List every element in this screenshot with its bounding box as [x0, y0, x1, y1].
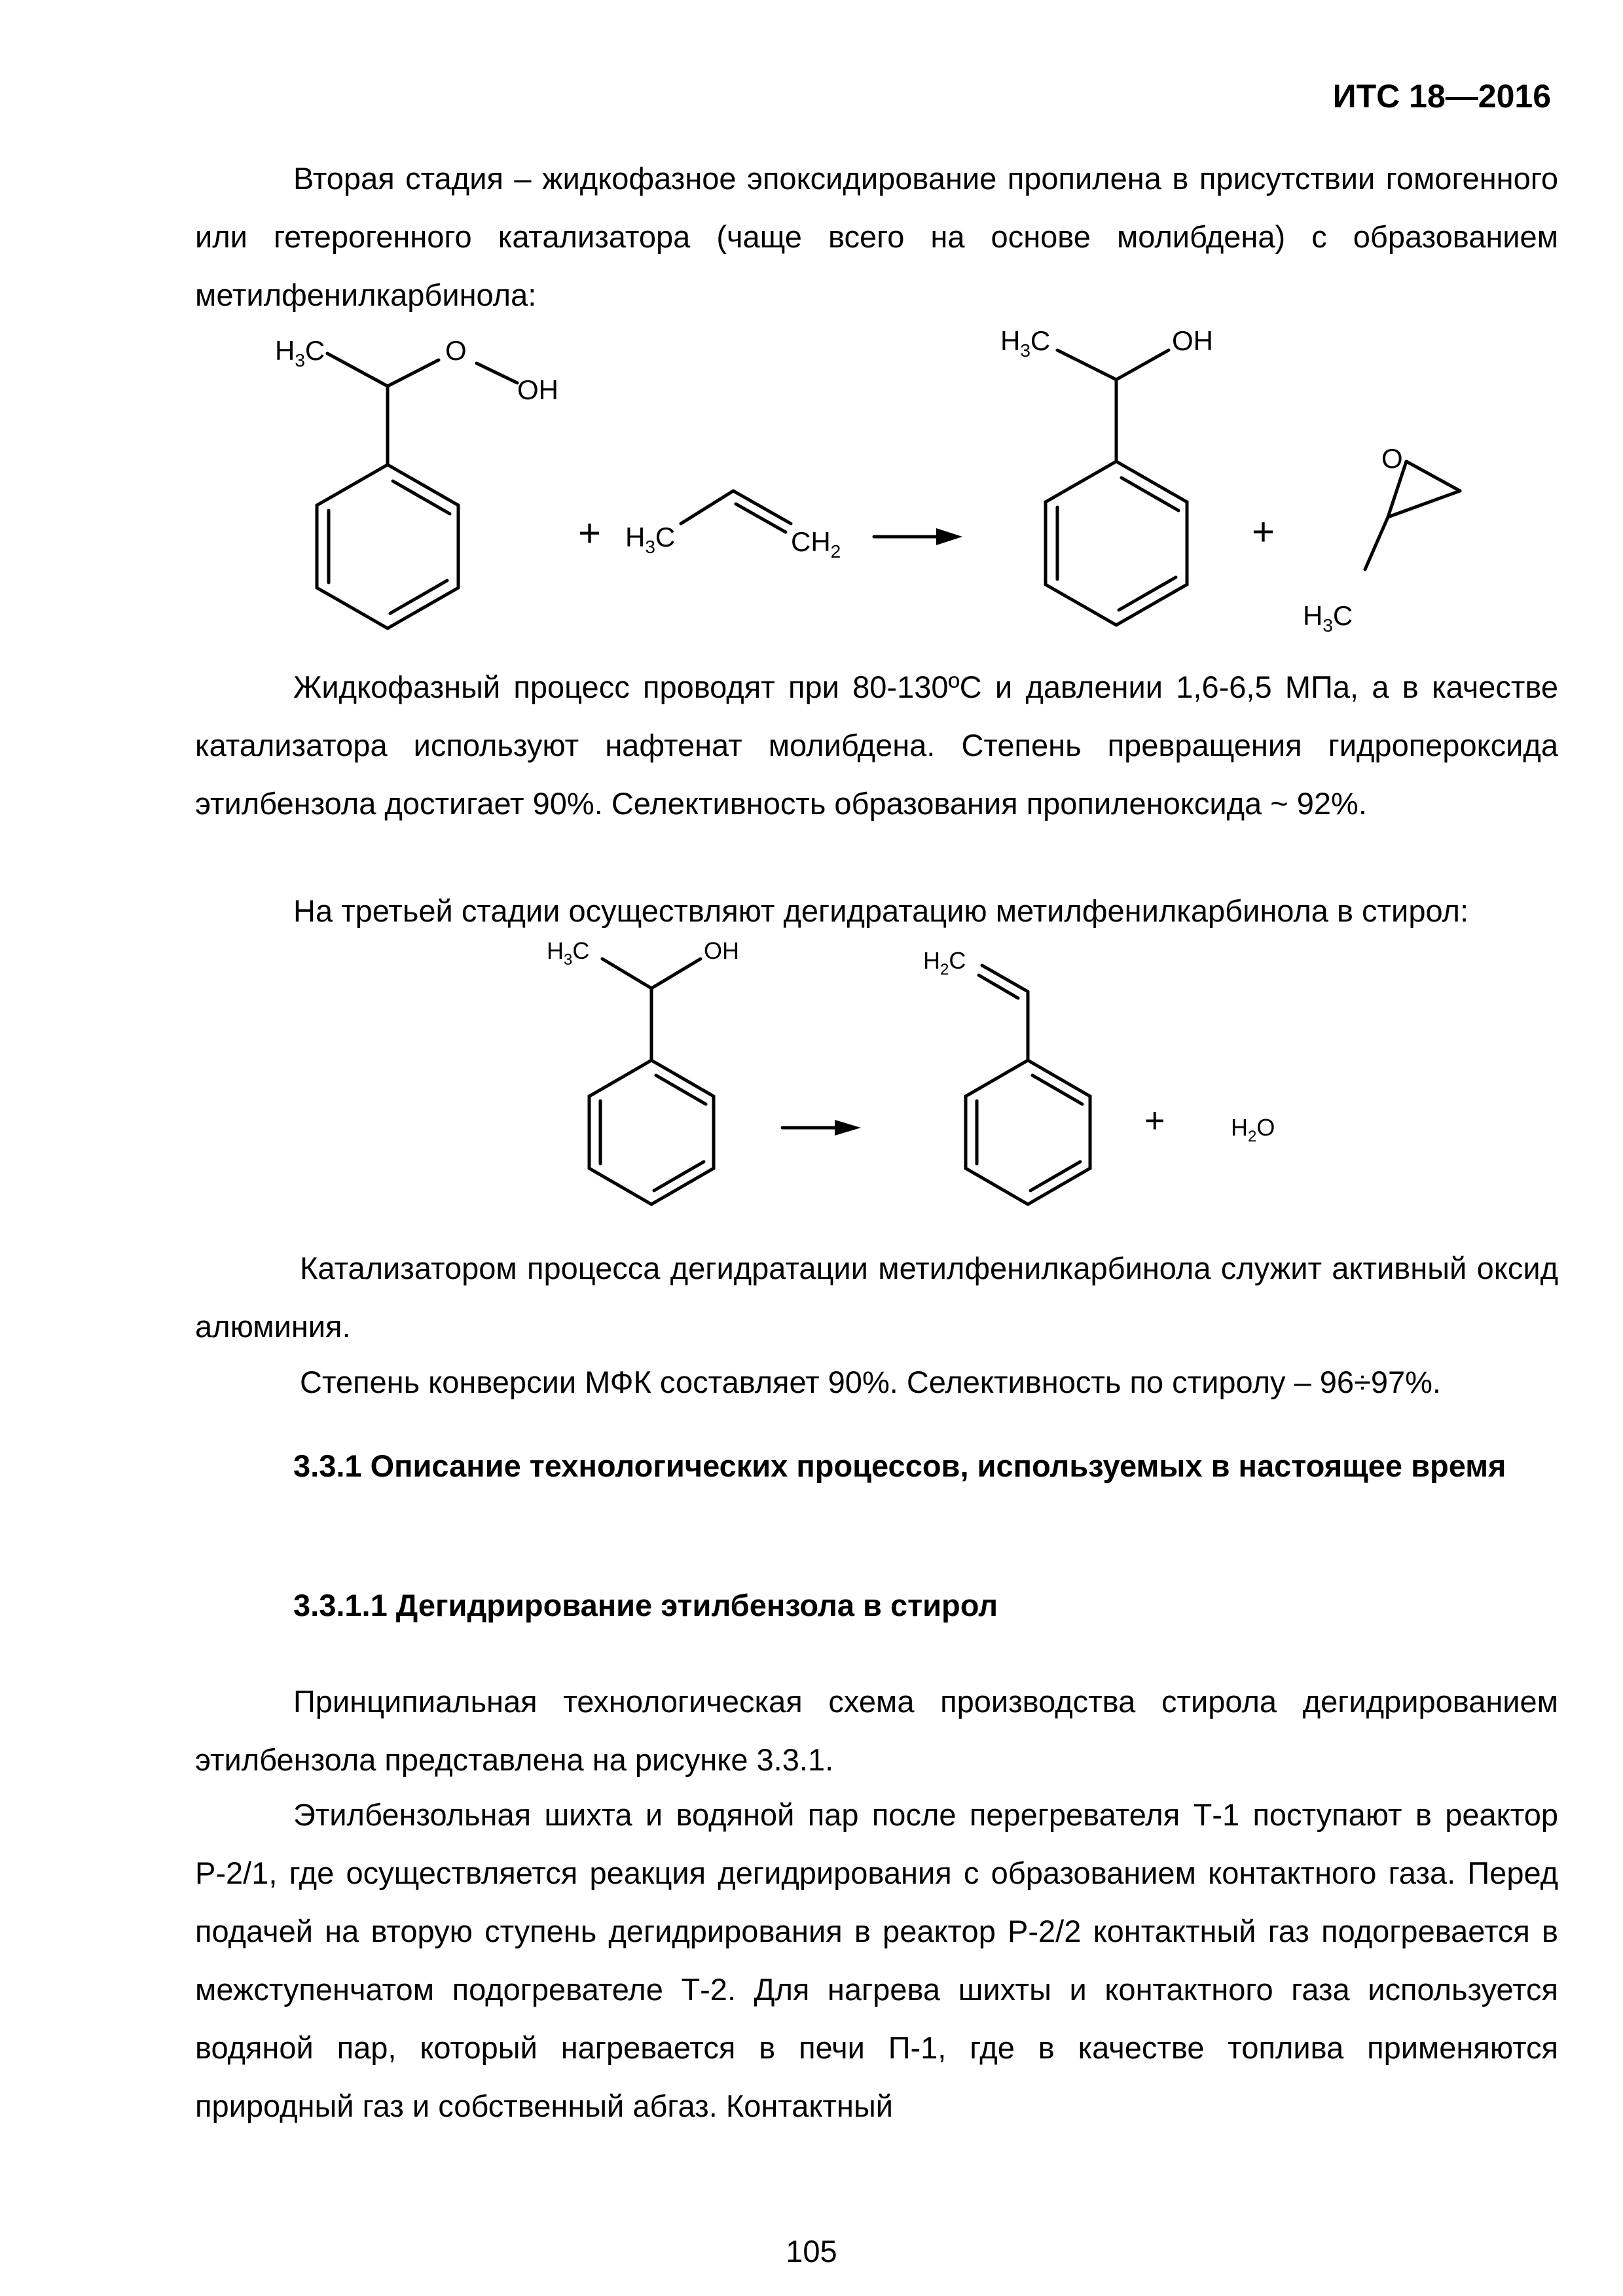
plus-sign-2: +: [1252, 510, 1275, 554]
paragraph-third-stage: На третьей стадии осуществляют дегидратацию метилфенилкарбинола в стирол:: [293, 893, 1469, 928]
styrene-molecule: [923, 947, 1090, 1204]
plus-sign-1: +: [578, 511, 602, 555]
plus-sign-3: +: [1144, 1101, 1165, 1140]
methylene-label: $CH_2$: [791, 526, 841, 562]
methyl-label: $H_3C$: [547, 937, 590, 969]
hydroperoxide-molecule: [275, 335, 558, 628]
section-heading-3-3-1: 3.3.1 Описание технологических процессов, используемых в настоящее время: [293, 1448, 1506, 1483]
methylphenylcarbinol-molecule: [547, 937, 739, 1204]
hydroxyl-label: OH: [704, 937, 739, 964]
oxygen-label: O: [445, 335, 467, 366]
methyl-label: $H_3C$: [275, 335, 325, 370]
document-code: ИТС 18—2016: [1332, 78, 1551, 115]
reaction-scheme-epoxidation: [0, 314, 1623, 655]
paragraph-liquid-phase: Жидкофазный процесс проводят при 80-130ºС и давлении 1,6-6,5 МПа, а в качестве катализатора используют нафтенат молибдена. Степень превращения гидропероксида этилбензола достигает 90%. Селективность образования пропиленоксида ~ 92%.: [195, 670, 1558, 821]
methyl-label: $H_3C$: [1303, 600, 1353, 636]
paragraph-process-description: Этилбензольная шихта и водяной пар после перегревателя Т-1 поступают в реактор Р-2/1, где осуществляется реакция дегидрирования с образованием контактного газа. Перед подачей на вторую ступень дегидрирования в реактор Р-2/2 контактный газ подогревается в межступенчатом подогревателе Т-2. Для нагрева шихты и контактного газа используется водяной пар, который нагревается в печи П-1, где в качестве топлива применяются природный газ и собственный абгаз. Контактный: [195, 1797, 1558, 2123]
reaction-arrow-1: [874, 528, 962, 545]
methyl-label: $H_3C$: [625, 522, 676, 557]
epoxide-oxygen-label: O: [1381, 443, 1403, 474]
methylphenylcarbinol-molecule: [1000, 325, 1213, 625]
paragraph-catalyst: Катализатором процесса дегидратации метилфенилкарбинола служит активный оксид алюминия.: [195, 1251, 1558, 1344]
methyl-label: $H_3C$: [1000, 325, 1051, 361]
paragraph-conversion: Степень конверсии МФК составляет 90%. Селективность по стиролу – 96÷97%.: [300, 1365, 1441, 1399]
reaction-scheme-dehydration: [0, 936, 1623, 1237]
methylene-label: $H_2C$: [923, 947, 966, 978]
section-heading-3-3-1-1: 3.3.1.1 Дегидрирование этилбензола в стирол: [293, 1588, 998, 1623]
paragraph-second-stage: Вторая стадия – жидкофазное эпоксидирование пропилена в присутствии гомогенного или гетерогенного катализатора (чаще всего на основе молибдена) с образованием метилфенилкарбинола:: [195, 161, 1558, 312]
propylene-oxide-molecule: [1303, 443, 1460, 636]
hydroxyl-label: OH: [517, 374, 558, 405]
water-label: $H_2O$: [1231, 1114, 1275, 1145]
propylene-molecule: [625, 491, 841, 562]
paragraph-scheme-reference: Принципиальная технологическая схема производства стирола дегидрированием этилбензола представлена на рисунке 3.3.1.: [195, 1684, 1558, 1777]
page-number: 105: [786, 2234, 837, 2269]
reaction-arrow-2: [782, 1120, 861, 1136]
hydroxyl-label: OH: [1172, 325, 1213, 356]
